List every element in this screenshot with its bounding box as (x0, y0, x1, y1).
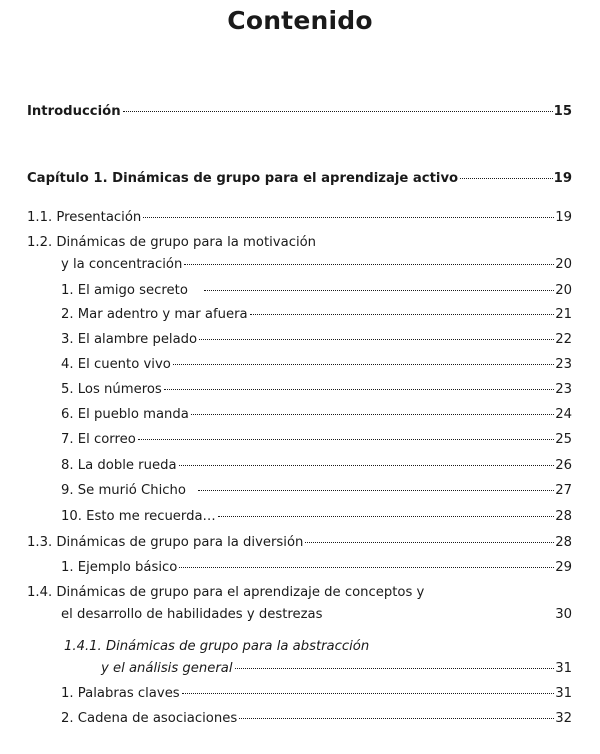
dot-leader (184, 264, 554, 265)
toc-entry-los-numeros[interactable] (0, 380, 600, 400)
toc-entry-mar-adentro[interactable] (0, 305, 600, 325)
toc-entry-label: 3. El alambre pelado (61, 332, 198, 347)
toc-entry-label: 6. El pueblo manda (61, 407, 189, 422)
dot-leader (191, 414, 554, 415)
dot-leader (250, 314, 555, 315)
toc-entry-1-4[interactable] (0, 583, 600, 625)
toc-entry-cadena-asociaciones[interactable] (0, 709, 600, 729)
toc-entry-label: 10. Esto me recuerda… (61, 509, 216, 524)
dot-leader (164, 389, 554, 390)
dot-leader (460, 178, 553, 179)
toc-entry-label: Introducción (27, 104, 121, 119)
dot-leader (235, 668, 555, 669)
toc-page-number: 31 (555, 661, 572, 676)
toc-entry-label: 4. El cuento vivo (61, 357, 171, 372)
toc-entry-pueblo-manda[interactable] (0, 405, 600, 425)
toc-entry-label: 1.1. Presentación (27, 210, 142, 225)
toc-entry-label: 1.4.1. Dinámicas de grupo para la abstracción (64, 639, 370, 654)
toc-entry-murio-chicho[interactable] (0, 481, 600, 501)
dot-leader (179, 465, 555, 466)
dot-leader (138, 439, 554, 440)
dot-leader (173, 364, 554, 365)
toc-entry-label: 1.3. Dinámicas de grupo para la diversión (27, 535, 304, 550)
toc-entry-1-4-1[interactable] (0, 637, 600, 679)
toc-entry-label: 2. Cadena de asociaciones (61, 711, 238, 726)
dot-leader (179, 567, 554, 568)
toc-entry-label: 5. Los números (61, 382, 162, 397)
toc-entry-label-continued: y la concentración (61, 257, 183, 272)
dot-leader (218, 516, 554, 517)
toc-entry-capitulo-1[interactable] (0, 169, 600, 189)
toc-entry-label: 2. Mar adentro y mar afuera (61, 307, 248, 322)
toc-entry-label: 1.2. Dinámicas de grupo para la motivación (27, 235, 317, 250)
toc-entry-label: Capítulo 1. Dinámicas de grupo para el aprendizaje activo (27, 171, 459, 186)
toc-page-number: 20 (555, 283, 572, 298)
toc-page-number: 22 (555, 332, 572, 347)
toc-page-number: 21 (555, 307, 572, 322)
toc-page-number: 19 (553, 171, 572, 186)
toc-entry-palabras-claves[interactable] (0, 684, 600, 704)
toc-entry-label: 7. El correo (61, 432, 136, 447)
dot-leader (325, 614, 555, 615)
toc-page-number: 20 (555, 257, 572, 272)
toc-page-number: 19 (555, 210, 572, 225)
toc-page-number: 30 (555, 607, 572, 622)
toc-entry-label: 1. Ejemplo básico (61, 560, 178, 575)
toc-page-number: 26 (555, 458, 572, 473)
toc-entry-label: 1.4. Dinámicas de grupo para el aprendizaje de conceptos y (27, 585, 425, 600)
toc-entry-1-2[interactable] (0, 233, 600, 275)
toc-entry-label-continued: el desarrollo de habilidades y destrezas (61, 607, 323, 622)
toc-page-number: 29 (555, 560, 572, 575)
toc-page-number: 28 (555, 509, 572, 524)
toc-page-number: 25 (555, 432, 572, 447)
toc-entry-ejemplo-basico[interactable] (0, 558, 600, 578)
toc-entry-el-correo[interactable] (0, 430, 600, 450)
toc-entry-alambre-pelado[interactable] (0, 330, 600, 350)
toc-entry-doble-rueda[interactable] (0, 456, 600, 476)
toc-entry-1-1[interactable] (0, 208, 600, 228)
toc-entry-label: 1. El amigo secreto (61, 283, 188, 298)
toc-entry-amigo-secreto[interactable] (0, 281, 600, 301)
toc-entry-label: 8. La doble rueda (61, 458, 177, 473)
dot-leader (198, 490, 554, 491)
dot-leader (305, 542, 554, 543)
toc-entry-label: 1. Palabras claves (61, 686, 180, 701)
page-title: Contenido (227, 6, 373, 35)
dot-leader (143, 217, 554, 218)
dot-leader (204, 290, 554, 291)
toc-entry-label-continued: y el análisis general (101, 661, 233, 676)
dot-leader (199, 339, 554, 340)
toc-page-number: 23 (555, 382, 572, 397)
toc-entry-esto-me-recuerda[interactable] (0, 507, 600, 527)
toc-page-number: 31 (555, 686, 572, 701)
toc-page-number: 28 (555, 535, 572, 550)
dot-leader (123, 111, 553, 112)
toc-entry-1-3[interactable] (0, 533, 600, 553)
toc-page-number: 23 (555, 357, 572, 372)
toc-page-number: 24 (555, 407, 572, 422)
dot-leader (239, 718, 554, 719)
toc-entry-introduccion[interactable] (0, 102, 600, 122)
toc-page-number: 32 (555, 711, 572, 726)
toc-page-number: 15 (553, 104, 572, 119)
toc-page-number: 27 (555, 483, 572, 498)
toc-entry-label: 9. Se murió Chicho (61, 483, 186, 498)
toc-entry-cuento-vivo[interactable] (0, 355, 600, 375)
dot-leader (182, 693, 555, 694)
